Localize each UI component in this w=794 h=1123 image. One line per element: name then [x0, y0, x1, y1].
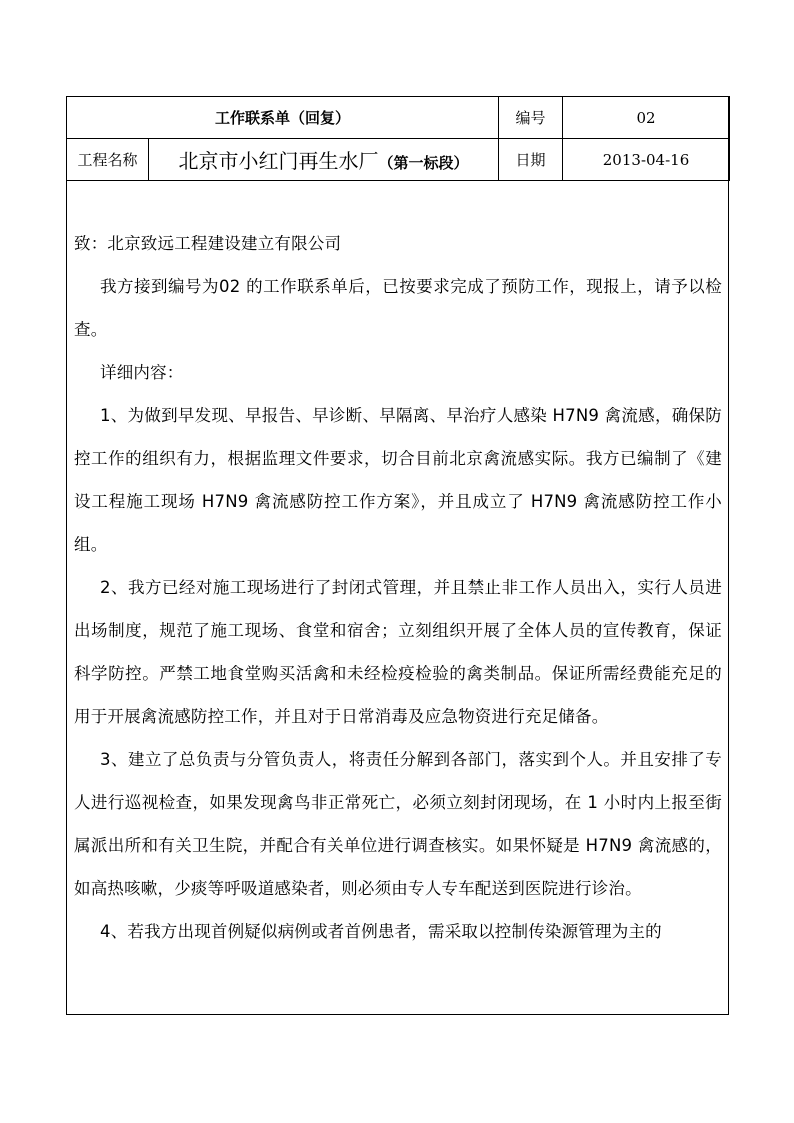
- form-title: 工作联系单（回复）: [67, 97, 499, 139]
- letter-body: [74, 222, 722, 953]
- detail-heading: 详细内容：: [100, 363, 184, 382]
- intro-paragraph: 我方接到编号为02 的工作联系单后，已按要求完成了预防工作，现报上，请予以检查。: [74, 277, 722, 339]
- date-label: 日期: [499, 139, 563, 181]
- header-row-project: [67, 139, 730, 181]
- recipient-line: 致：北京致远工程建设建立有限公司: [74, 234, 342, 253]
- number-label: 编号: [499, 97, 563, 139]
- project-label: 工程名称: [67, 139, 149, 181]
- detail-item-2: 2、我方已经对施工现场进行了封闭式管理，并且禁止非工作人员出入，实行人员进出场制度，规范了施工现场、食堂和宿舍；立刻组织开展了全体人员的宣传教育，保证科学防控。严禁工地食堂购买活禽和未经检疫检验的禽类制品。保证所需经费能充足的用于开展禽流感防控工作，并且对于日常消毒及应急物资进行充足储备。: [74, 578, 722, 726]
- number-value: 02: [563, 97, 730, 139]
- detail-item-4: 4、若我方出现首例疑似病例或者首例患者，需采取以控制传染源管理为主的: [100, 922, 662, 941]
- date-value: 2013-04-16: [563, 139, 730, 181]
- project-section: （第一标段）: [378, 154, 469, 172]
- detail-item-1: 1、为做到早发现、早报告、早诊断、早隔离、早治疗人感染 H7N9 禽流感，确保防控工作的组织有力，根据监理文件要求，切合目前北京禽流感实际。我方已编制了《建设工程施工现场 H7N9 禽流感防控工作方案》，并且成立了 H7N9 禽流感防控工作小组。: [74, 406, 722, 554]
- header-row-title: [67, 97, 730, 139]
- detail-item-3: 3、建立了总负责与分管负责人，将责任分解到各部门，落实到个人。并且安排了专人进行巡视检查，如果发现禽鸟非正常死亡，必须立刻封闭现场，在 1 小时内上报至街属派出所和有关卫生院，并配合有关单位进行调查核实。如果怀疑是 H7N9 禽流感的，如高热咳嗽，少痰等呼吸道感染者，则必须由专人专车配送到医院进行诊治。: [74, 750, 722, 898]
- form-header-table: [66, 96, 730, 181]
- project-name: 北京市小红门再生水厂: [178, 149, 379, 173]
- project-name-cell: [149, 139, 499, 181]
